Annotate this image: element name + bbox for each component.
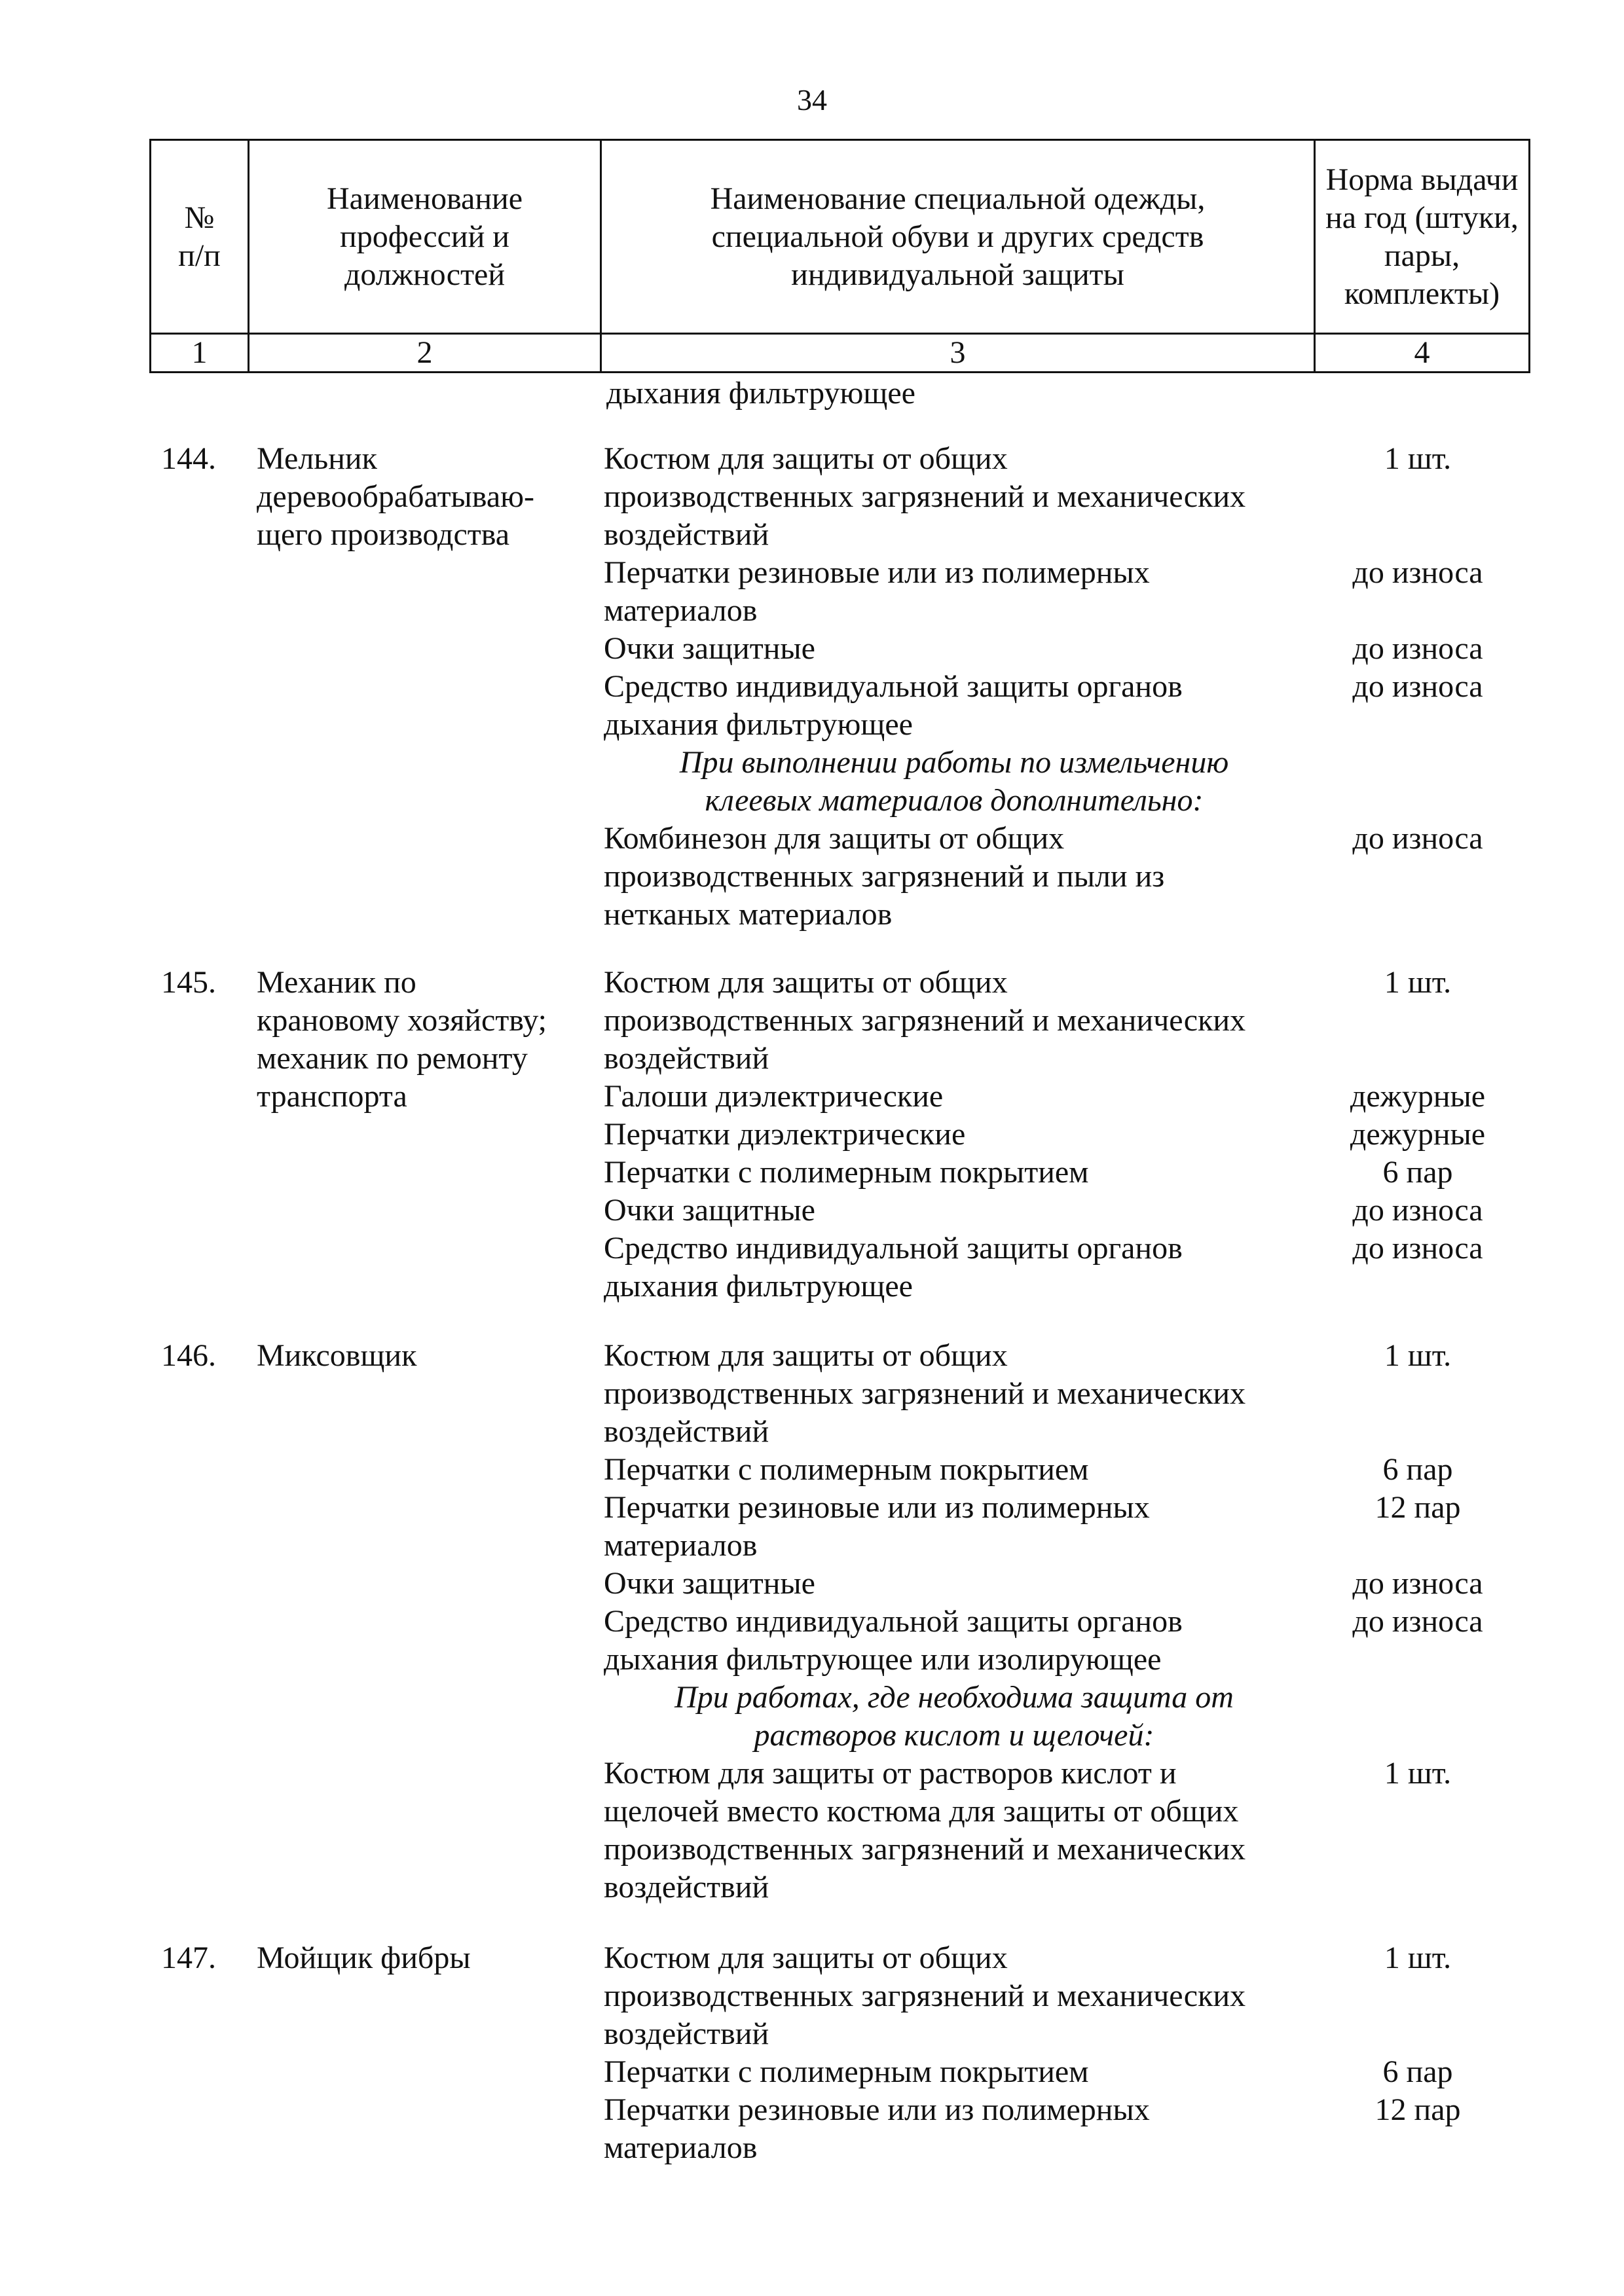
equipment-line: Перчатки с полимерным покрытием xyxy=(604,1155,1089,1190)
entry-profession xyxy=(257,1337,597,1375)
equipment-item xyxy=(604,1451,1304,1489)
equipment-line: Комбинезон для защиты от общих xyxy=(604,821,1065,856)
norm-quantity: дежурные xyxy=(1350,1117,1486,1152)
note-line: клеевых материалов дополнительно: xyxy=(705,783,1204,818)
equipment-item xyxy=(604,1192,1304,1230)
equipment-item xyxy=(604,964,1304,1078)
equipment-line: производственных загрязнений и механических xyxy=(604,1832,1246,1867)
equipment-line: материалов xyxy=(604,1528,758,1563)
equipment-item xyxy=(604,820,1304,934)
profession-line: механик по ремонту xyxy=(257,1041,528,1076)
entry-profession xyxy=(257,440,597,554)
conditional-note xyxy=(604,1679,1304,1755)
conditional-note xyxy=(604,744,1304,820)
norm-quantity: до износа xyxy=(1352,1193,1483,1228)
equipment-line: Костюм для защиты от общих xyxy=(604,965,1008,1000)
equipment-item xyxy=(604,1489,1304,1565)
equipment-line: дыхания фильтрующее xyxy=(604,707,913,742)
equipment-line: Очки защитные xyxy=(604,1566,815,1601)
equipment-item xyxy=(604,1565,1304,1603)
equipment-item xyxy=(604,1755,1304,1906)
page-number: 34 xyxy=(797,83,827,117)
profession-line: деревообрабатываю- xyxy=(257,479,534,514)
equipment-line: воздействий xyxy=(604,1041,769,1076)
entry-number: 144. xyxy=(161,441,216,476)
equipment-line: Костюм для защиты от общих xyxy=(604,1338,1008,1373)
equipment-item xyxy=(604,1078,1304,1116)
equipment-item xyxy=(604,1337,1304,1451)
equipment-item xyxy=(604,1603,1304,1679)
header-col-norm xyxy=(1315,140,1530,334)
equipment-item xyxy=(604,630,1304,668)
equipment-line: Костюм для защиты от общих xyxy=(604,1941,1008,1975)
header-col-number-label: № п/п xyxy=(178,200,221,273)
equipment-item xyxy=(604,1154,1304,1192)
header-col-equipment xyxy=(601,140,1315,334)
equipment-line: щелочей вместо костюма для защиты от общих xyxy=(604,1794,1239,1829)
entry-number: 146. xyxy=(161,1338,216,1373)
equipment-line: производственных загрязнений и пыли из xyxy=(604,859,1165,894)
equipment-item xyxy=(604,2053,1304,2091)
header-num-2: 2 xyxy=(249,334,601,373)
header-col-number xyxy=(151,140,249,334)
equipment-line: нетканых материалов xyxy=(604,897,893,932)
equipment-line: Перчатки резиновые или из полимерных xyxy=(604,1490,1150,1525)
equipment-item xyxy=(604,1939,1304,2053)
norm-quantity: 1 шт. xyxy=(1384,1756,1452,1791)
profession-line: Миксовщик xyxy=(257,1338,417,1373)
entry-profession xyxy=(257,1939,597,1977)
norm-quantity: до износа xyxy=(1352,555,1483,590)
equipment-item xyxy=(604,2091,1304,2167)
header-num-3: 3 xyxy=(601,334,1315,373)
note-line: При выполнении работы по измельчению xyxy=(679,745,1229,780)
norm-quantity: до износа xyxy=(1352,1231,1483,1266)
equipment-line: воздействий xyxy=(604,1414,769,1449)
norm-quantity: дежурные xyxy=(1350,1079,1486,1114)
table-header xyxy=(149,139,1530,373)
equipment-item xyxy=(604,1116,1304,1154)
entry-number: 145. xyxy=(161,965,216,1000)
norm-quantity: 1 шт. xyxy=(1384,965,1452,1000)
equipment-line: дыхания фильтрующее xyxy=(604,1269,913,1303)
note-line: растворов кислот и щелочей: xyxy=(754,1718,1154,1753)
header-col-profession xyxy=(249,140,601,334)
equipment-line: Костюм для защиты от растворов кислот и xyxy=(604,1756,1177,1791)
equipment-line: воздействий xyxy=(604,517,769,552)
norm-quantity: до износа xyxy=(1352,1566,1483,1601)
header-col-equipment-label: Наименование специальной одежды, специальной обуви и других средств индивидуальной защиты xyxy=(710,181,1206,292)
equipment-line: производственных загрязнений и механических xyxy=(604,1376,1246,1411)
norm-quantity: 6 пар xyxy=(1382,1155,1453,1190)
norm-quantity: до износа xyxy=(1352,669,1483,704)
profession-line: щего производства xyxy=(257,517,510,552)
note-line: При работах, где необходима защита от xyxy=(674,1680,1234,1715)
profession-line: Механик по xyxy=(257,965,416,1000)
equipment-line: Перчатки с полимерным покрытием xyxy=(604,1452,1089,1487)
equipment-line: Перчатки диэлектрические xyxy=(604,1117,966,1152)
equipment-line: Перчатки резиновые или из полимерных xyxy=(604,555,1150,590)
equipment-line: Перчатки резиновые или из полимерных xyxy=(604,2092,1150,2127)
equipment-line: воздействий xyxy=(604,1870,769,1904)
equipment-line: производственных загрязнений и механических xyxy=(604,1003,1246,1038)
equipment-item xyxy=(604,440,1304,554)
norm-quantity: 6 пар xyxy=(1382,1452,1453,1487)
header-col-profession-label: Наименование профессий и должностей xyxy=(326,181,523,292)
norm-quantity: 12 пар xyxy=(1375,1490,1461,1525)
profession-line: Мойщик фибры xyxy=(257,1941,471,1975)
equipment-item xyxy=(604,554,1304,630)
equipment-line: дыхания фильтрующее или изолирующее xyxy=(604,1642,1162,1677)
equipment-line: материалов xyxy=(604,593,758,628)
equipment-line: Очки защитные xyxy=(604,631,815,666)
equipment-line: Галоши диэлектрические xyxy=(604,1079,944,1114)
entry-number: 147. xyxy=(161,1941,216,1975)
equipment-line: Средство индивидуальной защиты органов xyxy=(604,1604,1183,1639)
norm-quantity: 1 шт. xyxy=(1384,1338,1452,1373)
norm-quantity: 1 шт. xyxy=(1384,441,1452,476)
equipment-line: Костюм для защиты от общих xyxy=(604,441,1008,476)
continuation-text: дыхания фильтрующее xyxy=(606,376,915,410)
equipment-line: производственных загрязнений и механических xyxy=(604,1978,1246,2013)
header-num-1: 1 xyxy=(151,334,249,373)
equipment-line: воздействий xyxy=(604,2016,769,2051)
header-num-4: 4 xyxy=(1315,334,1530,373)
entry-profession xyxy=(257,964,597,1116)
norm-quantity: до износа xyxy=(1352,631,1483,666)
header-col-norm-label: Норма выдачи на год (штуки, пары, комплекты) xyxy=(1325,162,1519,311)
norm-quantity: 12 пар xyxy=(1375,2092,1461,2127)
norm-quantity: до износа xyxy=(1352,1604,1483,1639)
equipment-line: производственных загрязнений и механических xyxy=(604,479,1246,514)
norm-quantity: 1 шт. xyxy=(1384,1941,1452,1975)
equipment-item xyxy=(604,668,1304,744)
equipment-line: Очки защитные xyxy=(604,1193,815,1228)
equipment-line: материалов xyxy=(604,2130,758,2165)
profession-line: крановому хозяйству; xyxy=(257,1003,547,1038)
equipment-item xyxy=(604,1230,1304,1305)
profession-line: Мельник xyxy=(257,441,377,476)
equipment-line: Средство индивидуальной защиты органов xyxy=(604,1231,1183,1266)
equipment-line: Средство индивидуальной защиты органов xyxy=(604,669,1183,704)
norm-quantity: 6 пар xyxy=(1382,2054,1453,2089)
norm-quantity: до износа xyxy=(1352,821,1483,856)
equipment-line: Перчатки с полимерным покрытием xyxy=(604,2054,1089,2089)
profession-line: транспорта xyxy=(257,1079,407,1114)
